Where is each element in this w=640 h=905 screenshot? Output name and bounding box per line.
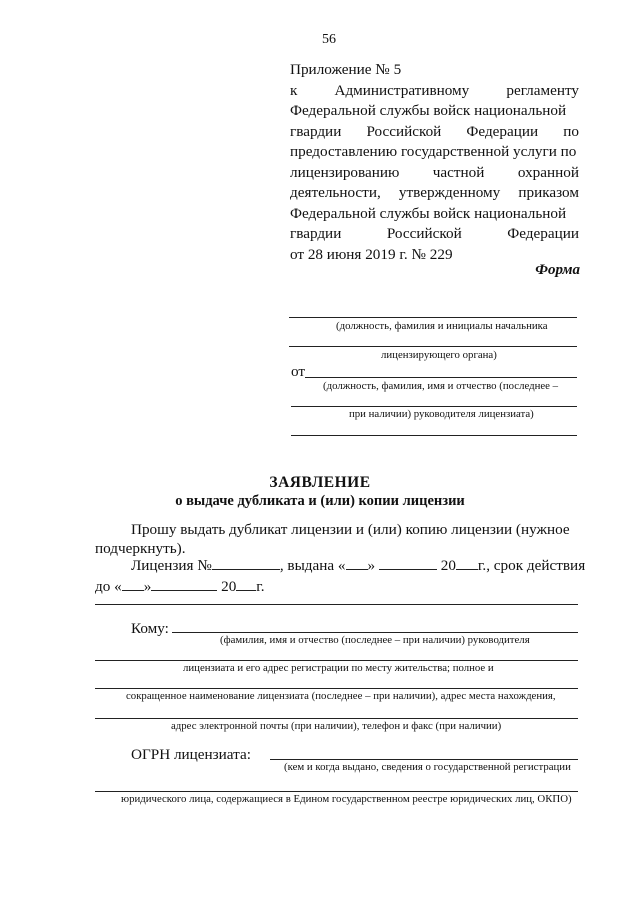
form-label: Форма xyxy=(535,262,580,278)
document-subtitle: о выдаче дубликата и (или) копии лицензии xyxy=(175,493,465,509)
appendix-word: приказом xyxy=(518,184,579,201)
appendix-line xyxy=(290,204,579,225)
addressee-line-1 xyxy=(289,317,577,318)
from-line-3 xyxy=(291,435,577,436)
ogrn-line[interactable] xyxy=(270,759,578,760)
until-year-field[interactable] xyxy=(236,578,256,591)
appendix-word: деятельности, xyxy=(290,184,381,201)
validity-label: г., срок действия xyxy=(477,557,586,574)
request-text-line-1: Прошу выдать дубликат лицензии и (или) копию лицензии (нужное xyxy=(131,521,570,538)
appendix-line xyxy=(290,163,579,184)
appendix-line xyxy=(290,81,579,102)
year2-prefix: 20 xyxy=(221,578,237,595)
ogrn-line-2[interactable] xyxy=(95,791,578,792)
addressee-line-2 xyxy=(289,346,577,347)
addressee-caption-2: лицензирующего органа) xyxy=(381,349,497,361)
page-number: 56 xyxy=(322,32,336,47)
to-caption-2: лицензиата и его адрес регистрации по месту жительства; полное и xyxy=(183,662,494,674)
issued-label: , выдана « xyxy=(279,557,346,574)
appendix-word: частной xyxy=(432,163,485,181)
to-line[interactable] xyxy=(172,632,578,633)
document-title: ЗАЯВЛЕНИЕ xyxy=(269,474,371,491)
appendix-word: Российской xyxy=(386,225,462,242)
ogrn-caption-2: юридического лица, содержащиеся в Едином государственном реестре юридических лиц, ОКПО) xyxy=(121,793,572,805)
appendix-word: охранной xyxy=(517,163,579,181)
appendix-block xyxy=(290,60,579,265)
request-text-line-2: подчеркнуть). xyxy=(95,540,186,557)
appendix-line xyxy=(290,60,579,81)
from-line xyxy=(305,377,577,378)
year2-suffix: г. xyxy=(256,578,265,595)
year-prefix: 20 xyxy=(440,557,456,574)
appendix-word: Федерации xyxy=(466,122,539,140)
license-label: Лицензия № xyxy=(131,557,212,574)
until-line xyxy=(95,578,265,596)
issued-month-field[interactable] xyxy=(379,557,437,570)
appendix-word: Приложение № 5 xyxy=(290,61,402,78)
until-day-field[interactable] xyxy=(122,578,144,591)
issued-day-field[interactable] xyxy=(346,557,368,570)
blank-line xyxy=(95,604,578,605)
to-caption-3: сокращенное наименование лицензиата (последнее – при наличии), адрес места нахождения, xyxy=(126,690,556,702)
appendix-word: от 28 июня 2019 г. № 229 xyxy=(290,245,453,263)
appendix-line xyxy=(290,122,579,143)
appendix-word: регламенту xyxy=(506,81,579,99)
license-number-field[interactable] xyxy=(212,557,280,570)
appendix-word: к xyxy=(290,81,298,99)
appendix-word: гвардии xyxy=(290,225,342,242)
quote-close: » xyxy=(367,557,376,574)
appendix-word: Административному xyxy=(334,81,470,99)
to-line-2[interactable] xyxy=(95,660,578,661)
to-label: Кому: xyxy=(131,620,169,637)
from-line-2 xyxy=(291,406,577,407)
appendix-word: утвержденному xyxy=(398,184,501,201)
to-line-3[interactable] xyxy=(95,688,578,689)
to-caption-4: адрес электронной почты (при наличии), телефон и факс (при наличии) xyxy=(171,720,502,732)
appendix-line xyxy=(290,101,579,122)
quote-close-2: » xyxy=(143,578,152,595)
issued-year-field[interactable] xyxy=(456,557,478,570)
from-label: от xyxy=(291,363,306,380)
appendix-line xyxy=(290,224,579,245)
appendix-word: гвардии xyxy=(290,122,342,140)
addressee-caption-1: (должность, фамилия и инициалы начальника xyxy=(336,320,548,332)
appendix-line xyxy=(290,183,579,204)
from-caption-1: (должность, фамилия, имя и отчество (последнее – xyxy=(323,380,559,392)
license-line xyxy=(131,557,585,575)
appendix-word: Федерации xyxy=(507,225,579,242)
appendix-word: Федеральной службы войск национальной xyxy=(290,102,567,119)
from-caption-2: при наличии) руководителя лицензиата) xyxy=(349,408,534,420)
to-line-4[interactable] xyxy=(95,718,578,719)
appendix-word: Федеральной службы войск национальной xyxy=(290,204,567,222)
ogrn-caption-1: (кем и когда выдано, сведения о государственной регистрации xyxy=(284,761,571,773)
appendix-word: Российской xyxy=(366,122,442,140)
appendix-line xyxy=(290,142,579,163)
to-caption-1: (фамилия, имя и отчество (последнее – при наличии) руководителя xyxy=(220,634,530,646)
ogrn-label: ОГРН лицензиата: xyxy=(131,746,251,763)
until-label: до « xyxy=(95,578,122,595)
appendix-word: предоставлению государственной услуги по xyxy=(290,143,577,160)
appendix-word: лицензированию xyxy=(290,163,400,181)
appendix-word: по xyxy=(563,122,579,140)
until-month-field[interactable] xyxy=(151,578,217,591)
